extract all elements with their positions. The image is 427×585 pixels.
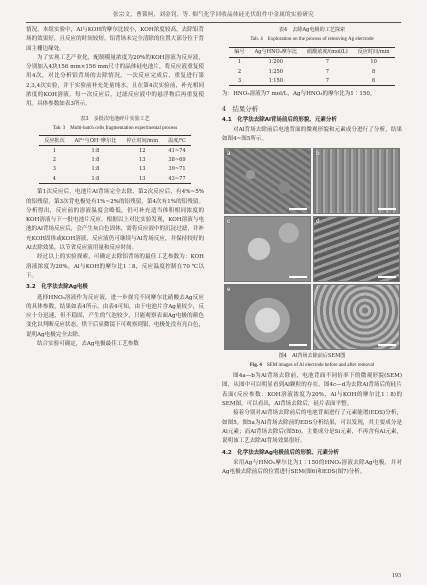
table-cell: 8 <box>372 68 376 75</box>
table-row <box>39 174 191 184</box>
table-cell: 1∶8 <box>91 147 100 154</box>
table-cell: 12 <box>139 147 146 154</box>
table-header-cell: 反应批次 <box>44 137 65 144</box>
table3-caption-en: Tab. 3 Multi-batch cells fragmentation experimental process <box>52 125 178 131</box>
table-cell: 7 <box>325 59 330 66</box>
figure4-caption-en <box>222 362 402 370</box>
scale-bar <box>378 276 396 277</box>
sem-panel <box>224 284 311 350</box>
table-cell: 3 <box>52 166 57 173</box>
table3-caption-cn: 表3 多批次电池碎片实验工艺 <box>80 115 150 122</box>
table-cell: 1∶250 <box>268 68 283 75</box>
paragraph: 情况。本组实验中，Al与KOH的摩尔比较小，KOH浓度较高，去除铝背场的效果好，且反应的时间较短。铝背场未完全清除的位置大部分位于背面主栅边缘处。 <box>26 27 204 52</box>
scale-bar <box>378 208 396 209</box>
table-cell: 2 <box>237 68 242 75</box>
sem-panel <box>313 148 400 214</box>
section-heading-4: 4 结果分析 <box>222 104 259 113</box>
table-cell: 1 <box>52 147 57 154</box>
paragraph: 采用Ag与HNO₃摩尔比为1∶150的HNO₃溶液去除Ag电极，并对Ag电极去除前后的位置进行SEM(图6)和EDS(图7)分析。 <box>222 459 402 476</box>
table-header-cell: 停止时间/min <box>126 137 159 144</box>
figure4-caption-label: Fig. 4 <box>249 362 262 368</box>
panel-label: e <box>227 286 231 293</box>
table-header-cell: Al³⁺与OH⁻摩尔比 <box>74 137 117 144</box>
scale-bar <box>289 276 307 277</box>
sem-panel <box>224 216 311 282</box>
table-cell: 1∶8 <box>91 166 100 173</box>
table-row <box>229 76 394 86</box>
table3 <box>39 135 191 184</box>
table-cell: 3 <box>237 77 242 84</box>
table-cell: 41~74 <box>168 147 186 154</box>
sem-panel <box>313 284 400 350</box>
table4 <box>229 47 394 87</box>
table4-caption-en: Tab. 4 Exploration on the process of removing Ag electrode <box>250 37 374 42</box>
section-heading-4-2: 4.2 化学法去除Ag电极前后的形貌、元素分析 <box>222 449 339 456</box>
table-header-cell: Ag与HNO₃摩尔比 <box>254 49 298 56</box>
table-row <box>39 156 191 165</box>
table-cell: 13 <box>139 175 146 182</box>
paragraph: 对Al背场去除前后电池背面的微观形貌和元素成分进行了分析，结果如图4~图5所示。 <box>222 127 402 143</box>
table-header-row <box>229 47 394 57</box>
table-header-row <box>39 136 191 146</box>
paragraph: 经过以上的实验探索，可确定去除铝背场的最佳工艺参数为：KOH溶液浓度为20%，Al与KOH的摩尔比1∶8，反应温度控制在70 ℃以下。 <box>26 254 204 279</box>
paragraph: 选择HNO₃溶液作为反应液，进一步探究不同摩尔比硝酸去Ag反应的具体参数，结果如表4所示。由表4可知，由于电池片含Ag量较少，反应十分迅速，但不稳固，产生的气泡较少，只能观察表面Ag电极的颜色变化以判断反应状态。烘干后显微镜下可观察到银，电极处没有亮白色，说明Ag电极完全去除。 <box>26 294 204 338</box>
figure4-caption-text: SEM images of Al electrode before and after removal <box>266 362 375 368</box>
table-cell: 7 <box>325 77 330 84</box>
table-cell: 1∶150 <box>268 77 283 84</box>
table-cell: 7 <box>325 68 330 75</box>
paragraph: 第1次反应后，电池片Al背场完全去除，第2次反应后，有4%~5%的铝残留，第3次背电极处有1%~2%的铝残留，第4次有1%的铝残留。分析得出，反应前的溶液温度会略低，仍可补充适当体积相同浓度的KOH溶液与下一批电池片反应。根据以上对比实验发现，KOH溶液与电池的Al背场反应后，会产生灰白色固体，需将反应液中的沉淀过滤，并补充KOH固体或KOH溶液，反应液仍可继续与Al背场反应，并保持较好的Al去除效果，以节省反应液用量和反应时间。 <box>26 189 204 252</box>
table-row <box>39 165 191 174</box>
table-cell: 1 <box>237 59 242 66</box>
table-row <box>229 57 394 67</box>
table-cell: 1∶200 <box>268 59 283 66</box>
figure4-caption-cn: 图4 Al背场去除前后SEM图 <box>278 352 346 359</box>
table-cell: 4 <box>52 175 57 182</box>
right-column <box>222 26 402 477</box>
table-cell: 39~71 <box>168 166 186 173</box>
table-header-cell: 反应时间/min <box>357 49 390 56</box>
panel-label: f <box>316 286 318 293</box>
table-cell: 6 <box>372 77 376 84</box>
figure-4-sem-grid <box>224 148 400 350</box>
sem-panel <box>224 148 311 214</box>
paragraph: 为了实现工艺产业化，配制模量浓度为20%的KOH溶液为反应液，分别加入4块156 mm×156 mm尺寸的晶体硅电池片，将反应液重复使用4次，对比分析铝背场的去除情况，一次反应完成后，重复进行第2,3,4次实验，并于实验前补充处量纯水，且在第4次实验前，补充相同浓度的KOH溶液。每一次反应后，过滤反应液中的悬浮物后再重复使用。具体参数如表3所示。 <box>26 54 204 108</box>
panel-label: a <box>227 150 231 157</box>
table-cell: 43~77 <box>168 175 186 182</box>
table-cell: 10 <box>370 59 377 66</box>
table-cell: 13 <box>139 166 146 173</box>
scale-bar <box>289 208 307 209</box>
panel-label: d <box>316 218 320 225</box>
table-cell: 1∶8 <box>91 175 100 182</box>
paragraph: 结合实验可确定，去Ag电极最佳工艺参数 <box>37 341 139 348</box>
header-rule <box>26 22 401 23</box>
paragraph: 为：HNO₃溶液为7 mol/L，Ag与HNO₃的摩尔比为1∶150。 <box>222 91 376 98</box>
scale-bar <box>378 344 396 345</box>
section-heading-4-1: 4.1 化学法去除Al背场前后的形貌、元素分析 <box>222 116 337 123</box>
table-cell: 13 <box>139 157 146 164</box>
table-row <box>39 146 191 156</box>
table-row <box>229 67 394 76</box>
panel-label: b <box>316 150 320 157</box>
paragraph: 接着分别对Al背场去除前后的电池背面进行了元素能谱(EDS)分析，如图5。图5a为Al背场去除前的EDS分析结果，可以发现，其主要成分是Al元素；而Al背场去除后(图5b)，主要成分是Si元素，不再含有Al元素，说明该工艺去除Al背场效果很好。 <box>222 410 402 445</box>
table-header-cell: 温度/℃ <box>168 137 186 144</box>
scale-bar <box>289 344 307 345</box>
table-cell: 1∶8 <box>91 157 100 164</box>
table-cell: 2 <box>52 157 57 164</box>
running-head: 张宗文，曹锁柯，刘金钊，等. 烟气化学回收晶体硅光伏组件中金属的实验研究 <box>113 12 314 18</box>
table-header-cell: 硝酸浓度/(mol/L) <box>307 49 348 56</box>
paragraph: 图4a—b为Al背场去除前，电池背面不同倍率下的微观形貌(SEM)图，从图中可以明显看到Al颗粒的存在。图4c—d为去除Al背场后的硅片表面(反应参数：KOH溶液浓度为20%，Al与KOH的摩尔比1∶8)的SEM图，可以看出，Al背场去除后，硅片表面平整。 <box>222 373 402 408</box>
left-column <box>26 26 204 349</box>
sem-panel <box>313 216 400 282</box>
page-number: 193 <box>392 573 401 579</box>
panel-label: c <box>227 218 231 225</box>
table-cell: 38~69 <box>168 157 186 164</box>
table4-caption-cn: 表4 去除Ag电极的工艺探索 <box>278 27 346 33</box>
section-heading-3-2: 3.2 化学法去除Ag电极 <box>26 284 88 291</box>
table-header-cell: 编号 <box>234 49 245 56</box>
